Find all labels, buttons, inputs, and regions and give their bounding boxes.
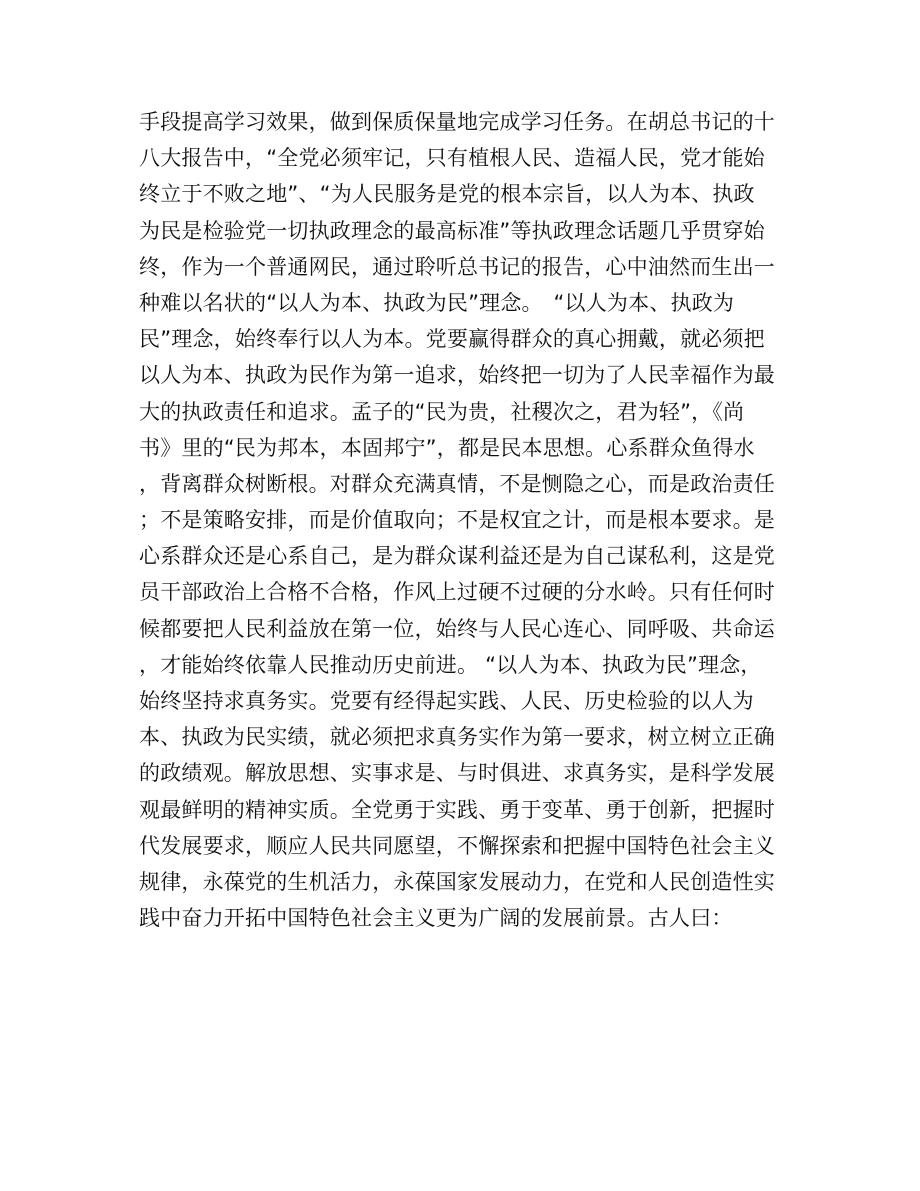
text-line: 八大报告中，“全党必须牢记，只有植根人民、造福人民，党才能始 [139,146,765,171]
text-line: 践中奋力开拓中国特色社会主义更为广阔的发展前景。古人曰： [139,906,733,931]
text-line: 的政绩观。解放思想、实事求是、与时俱进、求真务实，是科学发展 [139,761,775,786]
text-line: 规律，永葆党的生机活力，永葆国家发展动力，在党和人民创造性实 [139,869,775,894]
text-line: 书》里的“民为邦本，本固邦宁”，都是民本思想。心系群众鱼得水 [139,435,755,460]
text-line: ，背离群众树断根。对群众充满真情，不是恻隐之心，而是政治责任 [139,471,775,496]
text-line: 手段提高学习效果，做到保质保量地完成学习任务。在胡总书记的十 [139,110,775,134]
text-line: 大的执政责任和追求。孟子的“民为贵，社稷次之，君为轻”，《尚 [139,399,745,424]
text-line: 种难以名状的“以人为本、执政为民”理念。 “以人为本、执政为 [139,290,735,315]
text-line: 民”理念，始终奉行以人为本。党要赢得群众的真心拥戴，就必须把 [139,327,765,352]
text-line: 终立于不败之地”、“为人民服务是党的根本宗旨，以人为本、执政 [139,182,755,207]
text-line: 员干部政治上合格不合格，作风上过硬不过硬的分水岭。只有任何时 [139,580,775,605]
text-line: 候都要把人民利益放在第一位，始终与人民心连心、同呼吸、共命运 [139,616,775,641]
text-line: 终，作为一个普通网民，通过聆听总书记的报告，心中油然而生出一 [139,254,775,279]
body-text [139,104,789,936]
text-line: 代发展要求，顺应人民共同愿望，不懈探索和把握中国特色社会主义 [139,833,775,858]
text-line: 为民是检验党一切执政理念的最高标准”等执政理念话题几乎贯穿始 [139,218,765,243]
text-line: 以人为本、执政为民作为第一追求，始终把一切为了人民幸福作为最 [139,363,775,388]
text-line: 观最鲜明的精神实质。全党勇于实践、勇于变革、勇于创新，把握时 [139,797,775,822]
text-line: 本、执政为民实绩，就必须把求真务实作为第一要求，树立树立正确 [139,725,775,750]
text-line: ，才能始终依靠人民推动历史前进。 “以人为本、执政为民”理念， [139,652,762,677]
text-line: 心系群众还是心系自己，是为群众谋利益还是为自己谋私利，这是党 [139,544,775,569]
text-line: ；不是策略安排，而是价值取向；不是权宜之计，而是根本要求。是 [139,508,775,533]
text-line: 始终坚持求真务实。党要有经得起实践、人民、历史检验的以人为 [139,689,754,713]
